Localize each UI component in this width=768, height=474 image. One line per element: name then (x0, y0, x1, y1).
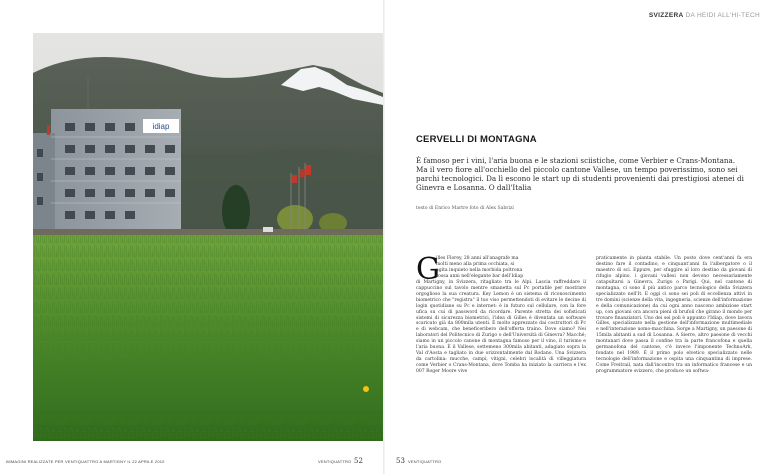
body-column-2: praticamente in pianta stabile. Un posto dove cent'anni fa era destino fare il contadino, e cinquant'anni fa l'albergatore o il maestro di sci. Eppure, per sfuggire al loro destino da giovani di rifugio alpino, i giovani vallesi non devono necessariamente catapultarsi a Ginevra, Zurigo o Parigi. Qui, nel cantone di montagna, ci sono il più antico parco tecnologico della Svizzera specializzato nell'It. E oggi ci sono sei poli di eccellenza attivi in tre domini (scienze della vita, ingegneria, scienze dell'informazione e della comunicazione) da cui ogni anno nascono ambiziose start up, con giovani ora ancora pieni di brufoli che girano il mondo per trovare finanziatori. Uno dei sei poli è appunto l'Idiap, dove lavora Gilles, specializzato nella gestione dell'informazione multimediale e nell'interazione uomo-macchina. Sorge a Martigny, un paesone di 15mila abitanti a sud di Losanna. A Sierre, altro paesone di vecchi montanari dove passa il confine tra la parte francofona e quella germanofona del cantone, c'è invece l'imponente TechnoArk, fondato nel 1989. È il primo polo elvetico specializzato nelle tecnologie dell'informazione e ospita una cinquantina di imprese. Come Freitrail, nata dall'incontro tra un informatico francese e un programmatore svizzero, che produce un softwa- (596, 256, 752, 375)
page-number-left: 52 (354, 457, 363, 465)
body-line: agita inquieto nella morbida poltrona (436, 267, 523, 273)
body-text: di Martigny, in Svizzera, ritagliato tra le Alpi. Lascia raffreddare il cappuccino sul tavolo mentre smanetta sul Pc portatile per mostrare orgoglioso la sua creatura. Key Lemon è un sistema di riconoscimento biometrico che "registra" il tuo viso permettendoti di evitare le decine di login quotidiane su Pc e internet: è in futuro sul cellulare, con la fore ufica su cui di password da ricordare. Parente stretta dei sofisticati sistemi di sicurezza biometrici, l'idea di Gilles è diventata un software scaricato già da 800mila utenti. È molto apprezzato dai costruttori di Pc e di webcam, che beneficeribero dell'offerta traino. Dove siamo? Nei laboratori del Politecnico di Zurigo o dell'Università di Ginevra? Macché; siamo in un piccolo canone di montagna famoso per il vino, il turismo e l'aria buona. È il Vallese, settemeno 300mila abitanti, adagiato sopra la Val d'Aosta e tagliato in due orizzontalmente dal Rodano. Una Svizzera da cartolina: mucche, campi, vitigni, celebri località di villeggiatura come Verbier o Crans-Montana, dove Tomba ha iniziato la carriera e l'ex 007 Roger Moore vive (416, 279, 586, 375)
section-subtitle: DA HEIDI ALL'HI-TECH (685, 12, 760, 19)
body-line: rossa anni nell'elegante bar dell'Idiap (436, 273, 524, 279)
article-photo (33, 33, 383, 441)
footer-caption: IMMAGINI REALIZZATE PER VENTIQUATTRO A MARTIGNY IL 22 APRILE 2010 (6, 459, 165, 464)
page-number-right: 53 (396, 457, 405, 465)
body-line: molti meno alla prima occhiata, si (436, 261, 515, 267)
article-lead: È famoso per i vini, l'aria buona e le stazioni sciistiche, come Verbier e Crans-Montana. Ma il vero fiore all'occhiello del piccolo cantone Vallese, un tempo poverissimo, sono sei parchi tecnologici. Da lì escono le start up di studenti provenienti dai prestigiosi atenei di Ginevra e Losanna. O dall'Italia (416, 156, 744, 192)
section-name: SVIZZERA (648, 12, 684, 19)
body-line: illes Florey, 28 anni all'anagrafe ma (436, 256, 519, 261)
drop-cap: G (416, 252, 440, 287)
article-title: CERVELLI DI MONTAGNA (416, 134, 537, 145)
footer-magazine-left: VENTIQUATTRO (318, 459, 352, 464)
section-header (649, 12, 760, 19)
footer-magazine-right: VENTIQUATTRO (408, 459, 442, 464)
building-sign: idiap (152, 122, 170, 131)
body-column-1 (416, 252, 586, 375)
article-credit: testo di Enrico Martre foto di Alex Sabrizi (416, 206, 514, 211)
page-gutter (383, 0, 385, 474)
